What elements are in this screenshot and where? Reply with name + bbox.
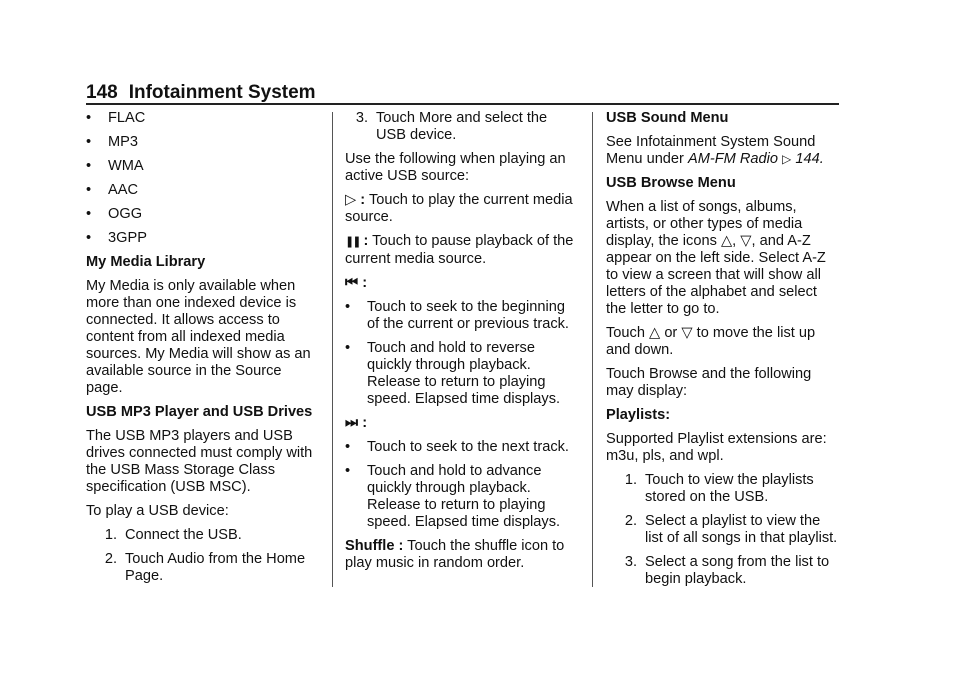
column-1: [86, 110, 320, 592]
down-arrow-icon: ▽: [681, 325, 693, 341]
header-rule: [86, 103, 839, 105]
step-item: 3. Touch More and select the USB device.: [355, 110, 548, 143]
column-3: [606, 110, 841, 595]
usb-text: The USB MP3 players and USB drives connected must comply with the USB Mass Storage Class specification (USB MSC).: [86, 428, 313, 495]
next-track-label: ⏭ :: [345, 415, 368, 431]
sound-menu-heading: USB Sound Menu: [606, 110, 729, 126]
my-media-heading: My Media Library: [86, 254, 206, 270]
usb-heading: USB MP3 Player and USB Drives: [86, 404, 313, 420]
bullet-item: • Touch and hold to reverse quickly through playback. Release to return to playing speed. Elapsed time displays.: [345, 340, 561, 407]
step-item: 2. Select a playlist to view the list of all songs in that playlist.: [624, 513, 838, 546]
browse-menu-heading: USB Browse Menu: [606, 175, 736, 191]
step-item: 3. Select a song from the list to begin playback.: [624, 554, 830, 587]
play-icon: ▷: [345, 192, 357, 208]
playlists-heading: Playlists:: [606, 407, 671, 423]
seek-forward-icon: ⏭: [345, 415, 359, 431]
format-list: [86, 110, 320, 247]
section-title: Infotainment System: [128, 82, 316, 103]
format-item: • OGG: [86, 206, 143, 222]
browse-menu-text: When a list of songs, albums, artists, or other types of media display, the icons △, ▽, and A-Z appear on the left side. Select A-Z to view a screen that will show all letters of the alphabet and select the letter to go to.: [606, 199, 826, 317]
column-divider-1: [332, 112, 333, 587]
play-description: ▷ : Touch to play the current media source.: [345, 192, 573, 225]
bullet-item: • Touch to seek to the beginning of the current or previous track.: [345, 299, 569, 332]
bullet-icon: •: [345, 299, 351, 315]
column-2: [345, 110, 577, 579]
column-divider-2: [592, 112, 593, 587]
pause-description: ❚❚ : Touch to pause playback of the current media source.: [345, 233, 574, 267]
bullet-item: • Touch and hold to advance quickly through playback. Release to return to playing speed. Elapsed time displays.: [345, 463, 561, 530]
bullet-icon: •: [345, 439, 351, 455]
step-item: 1. Connect the USB.: [104, 527, 242, 543]
bullet-icon: •: [86, 158, 92, 174]
page-heading: [86, 82, 839, 104]
format-item: • WMA: [86, 158, 144, 174]
seek-back-icon: ⏮: [345, 275, 359, 291]
bullet-icon: •: [86, 182, 92, 198]
bullet-icon: •: [86, 110, 92, 126]
format-item: • 3GPP: [86, 230, 147, 246]
sound-menu-text: See Infotainment System Sound Menu under AM-FM Radio ▷ 144.: [606, 134, 824, 167]
bullet-item: • Touch to seek to the next track.: [345, 439, 569, 455]
bullet-icon: •: [86, 230, 92, 246]
previous-track-label: ⏮ :: [345, 275, 368, 291]
shuffle-description: Shuffle : Touch the shuffle icon to play music in random order.: [345, 538, 565, 571]
down-arrow-icon: ▽: [740, 233, 752, 249]
format-item: • MP3: [86, 134, 139, 150]
playlists-text: Supported Playlist extensions are: m3u, pls, and wpl.: [606, 431, 827, 464]
up-arrow-icon: △: [649, 325, 661, 341]
page-number: 148: [86, 82, 118, 103]
step-item: 2. Touch Audio from the Home Page.: [104, 551, 306, 584]
format-item: • FLAC: [86, 110, 146, 126]
bullet-icon: •: [86, 134, 92, 150]
up-arrow-icon: △: [720, 233, 733, 249]
sound-menu-reference: Infotainment System Sound Menu: [606, 134, 816, 167]
step-item: 1. Touch to view the playlists stored on the USB.: [624, 472, 814, 505]
usb-play-intro: To play a USB device:: [86, 503, 229, 519]
page-header: [86, 82, 839, 104]
scroll-instructions: Touch △ or ▽ to move the list up and down.: [606, 325, 816, 358]
page-ref-icon: ▷: [782, 152, 792, 166]
usb-controls-intro: Use the following when playing an active USB source:: [345, 151, 566, 184]
bullet-icon: •: [345, 463, 351, 479]
format-item: • AAC: [86, 182, 139, 198]
bullet-icon: •: [86, 206, 92, 222]
bullet-icon: •: [345, 340, 351, 356]
my-media-text: My Media is only available when more than one indexed device is connected. It allows access to content from all indexed media sources. My Media will show as an available source in the Source page.: [86, 278, 311, 396]
pause-icon: ❚❚: [345, 236, 360, 248]
browse-follow-text: Touch Browse and the following may display:: [606, 366, 812, 399]
